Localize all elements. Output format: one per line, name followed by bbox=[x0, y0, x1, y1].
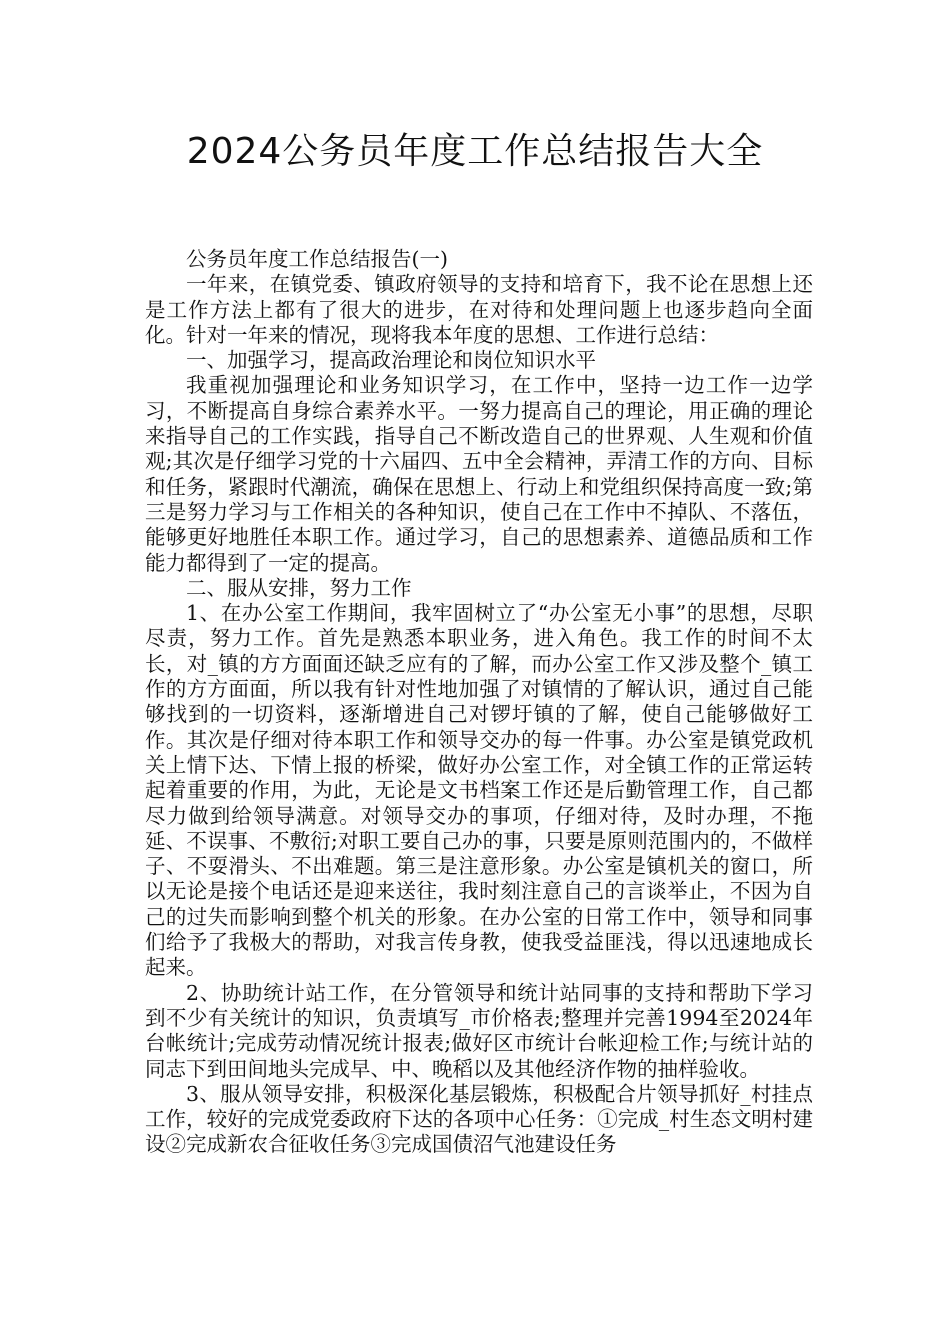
section-heading-2: 二、服从安排，努力工作 bbox=[186, 575, 412, 600]
document-title: 2024公务员年度工作总结报告大全 bbox=[186, 131, 764, 172]
section-2-item-2: 2、协助统计站工作，在分管领导和统计站同事的支持和帮助下学习到不少有关统计的知识，负责填写_市价格表;整理并完善1994至2024年台帐统计;完成劳动情况统计报表;做好区市统计台帐迎检工作;与统计站的同志下到田间地头完成早、中、晚稻以及其他经济作物的抽样验收。 bbox=[145, 980, 813, 1081]
document-body bbox=[145, 247, 813, 1158]
section-2-item-1: 1、在办公室工作期间，我牢固树立了“办公室无小事”的思想，尽职尽责，努力工作。首先是熟悉本职业务，进入角色。我工作的时间不太长，对_镇的方方面面还缺乏应有的了解，而办公室工作又涉及整个_镇工作的方方面面，所以我有针对性地加强了对镇情的了解认识，通过自己能够找到的一切资料，逐渐增进自己对锣圩镇的了解，使自己能够做好工作。其次是仔细对待本职工作和领导交办的每一件事。办公室是镇党政机关上情下达、下情上报的桥梁，做好办公室工作，对全镇工作的正常运转起着重要的作用，为此，无论是文书档案工作还是后勤管理工作，自己都尽力做到给领导满意。对领导交办的事项，仔细对待，及时办理，不拖延、不误事、不敷衍;对职工要自己办的事，只要是原则范围内的，不做样子、不耍滑头、不出难题。第三是注意形象。办公室是镇机关的窗口，所以无论是接个电话还是迎来送往，我时刻注意自己的言谈举止，不因为自己的过失而影响到整个机关的形象。在办公室的日常工作中，领导和同事们给予了我极大的帮助，对我言传身教，使我受益匪浅，得以迅速地成长起来。 bbox=[145, 601, 813, 980]
section-heading-1: 一、加强学习，提高政治理论和岗位知识水平 bbox=[186, 348, 596, 373]
intro-paragraph: 一年来，在镇党委、镇政府领导的支持和培育下，我不论在思想上还是工作方法上都有了很大的进步，在对待和处理问题上也逐步趋向全面化。针对一年来的情况，现将我本年度的思想、工作进行总结： bbox=[145, 272, 813, 347]
report-subtitle: 公务员年度工作总结报告(一) bbox=[186, 247, 448, 271]
section-2-item-3: 3、服从领导安排，积极深化基层锻炼，积极配合片领导抓好_村挂点工作，较好的完成党委政府下达的各项中心任务：①完成_村生态文明村建设②完成新农合征收任务③完成国债沼气池建设任务 bbox=[145, 1081, 813, 1157]
section-1-paragraph: 我重视加强理论和业务知识学习，在工作中，坚持一边工作一边学习，不断提高自身综合素养水平。一努力提高自己的理论，用正确的理论来指导自己的工作实践，指导自己不断改造自己的世界观、人生观和价值观;其次是仔细学习党的十六届四、五中全会精神，弄清工作的方向、目标和任务，紧跟时代潮流，确保在思想上、行动上和党组织保持高度一致;第三是努力学习与工作相关的各种知识，使自己在工作中不掉队、不落伍，能够更好地胜任本职工作。通过学习，自己的思想素养、道德品质和工作能力都得到了一定的提高。 bbox=[145, 373, 813, 575]
